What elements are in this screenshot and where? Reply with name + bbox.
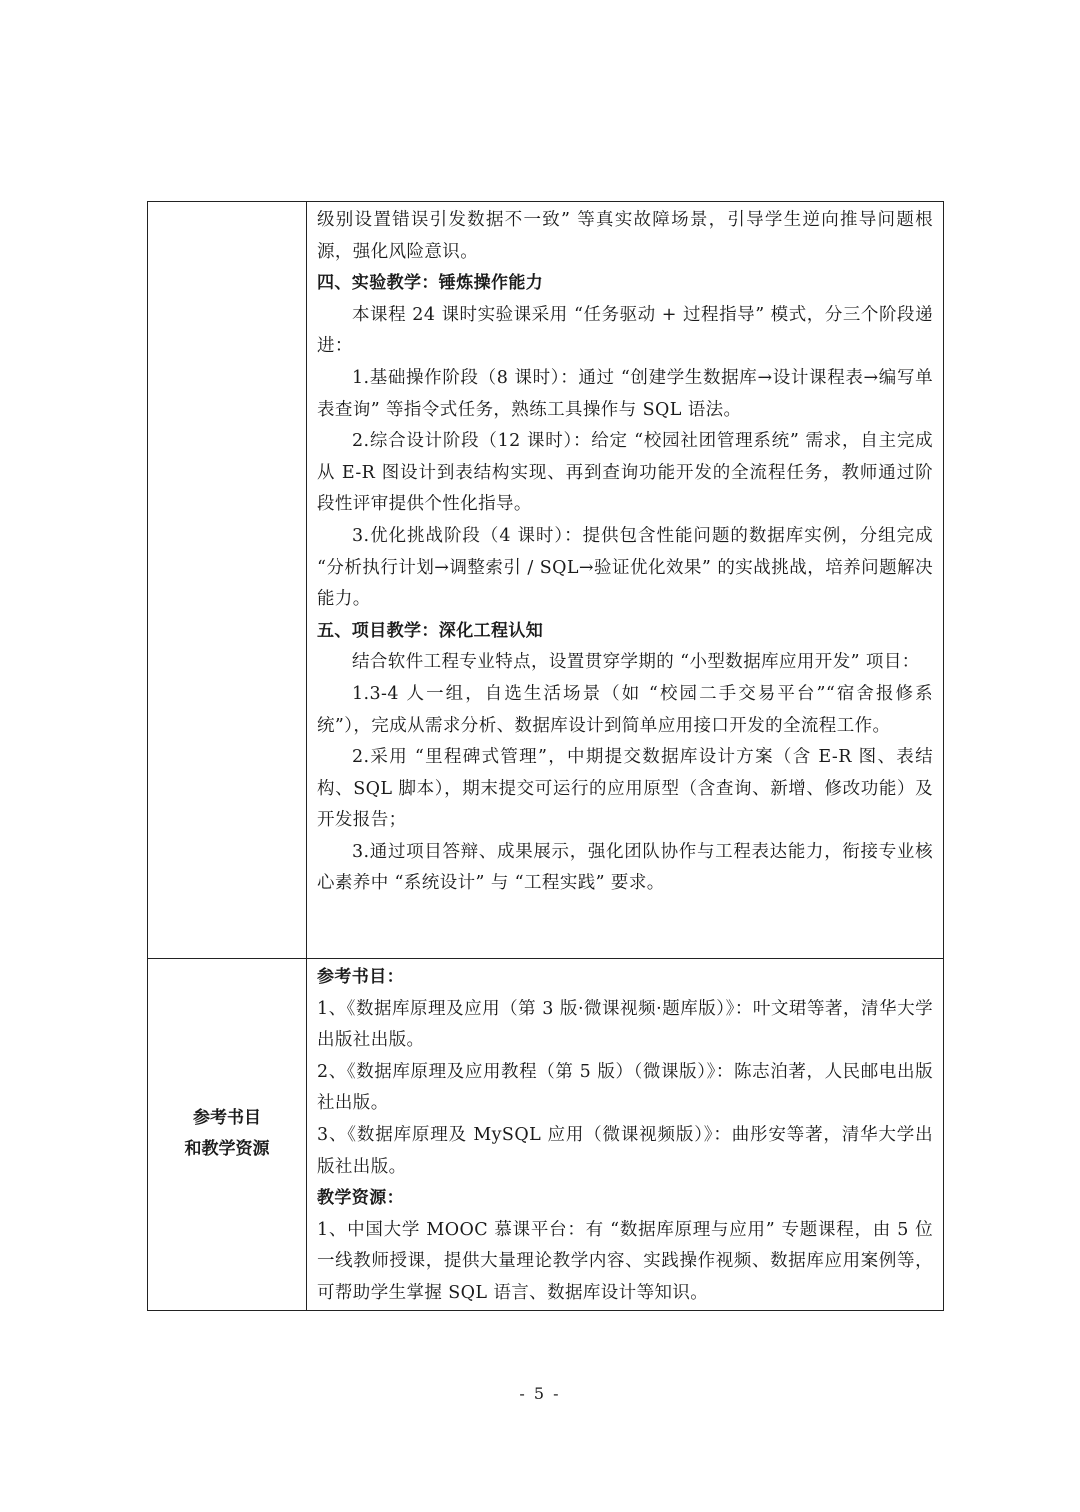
page-number: - 5 - bbox=[519, 1384, 561, 1403]
section-heading-project-teaching: 五、项目教学：深化工程认知 bbox=[317, 620, 544, 641]
paragraph-project-item-2: 2.采用 “里程碑式管理”，中期提交数据库设计方案（含 E-R 图、表结构、SQL 脚本），期末提交可运行的应用原型（含查询、新增、修改功能）及开发报告； bbox=[317, 747, 933, 831]
paragraph-project-intro: 结合软件工程专业特点，设置贯穿学期的 “小型数据库应用开发” 项目： bbox=[352, 652, 920, 673]
paragraph-lab-stage-3: 3.优化挑战阶段（4 课时）：提供包含性能问题的数据库实例，分组完成 “分析执行计划→调整索引 / SQL→验证优化效果” 的实战挑战，培养问题解决能力。 bbox=[317, 525, 933, 610]
row2-content-cell bbox=[307, 959, 944, 1311]
label-references-line2: 和教学资源 bbox=[184, 1139, 270, 1160]
row1-content bbox=[307, 202, 943, 900]
paragraph-lab-stage-2: 2.综合设计阶段（12 课时）：给定 “校园社团管理系统” 需求，自主完成从 E-R 图设计到表结构实现、再到查询功能开发的全流程任务，教师通过阶段性评审提供个性化指导。 bbox=[317, 431, 933, 515]
table-row-references bbox=[148, 959, 944, 1311]
row2-label-cell bbox=[148, 959, 307, 1311]
paragraph-project-item-3: 3.通过项目答辩、成果展示，强化团队协作与工程表达能力，衔接专业核心素养中 “系统设计” 与 “工程实践” 要求。 bbox=[317, 841, 933, 894]
section-heading-lab-teaching: 四、实验教学：锤炼操作能力 bbox=[317, 273, 544, 294]
label-references-line1: 参考书目 bbox=[193, 1108, 261, 1129]
row2-content bbox=[307, 959, 943, 1310]
paragraph-lab-stage-1: 1.基础操作阶段（8 课时）：通过 “创建学生数据库→设计课程表→编写单表查询” 等指令式任务，熟练工具操作与 SQL 语法。 bbox=[317, 367, 933, 420]
book-item-1: 1、《数据库原理及应用（第 3 版·微课视频·题库版）》：叶文珺等著，清华大学出版社出版。 bbox=[317, 998, 933, 1051]
resource-item-1: 1、中国大学 MOOC 慕课平台：有 “数据库原理与应用” 专题课程，由 5 位一线教师授课，提供大量理论教学内容、实践操作视频、数据库应用案例等，可帮助学生掌握 SQL 语言、数据库设计等知识。 bbox=[317, 1219, 933, 1303]
book-item-3: 3、《数据库原理及 MySQL 应用（微课视频版）》：曲彤安等著，清华大学出版社出版。 bbox=[317, 1124, 933, 1177]
section-heading-resources: 教学资源： bbox=[317, 1188, 404, 1209]
paragraph-project-item-1: 1.3-4 人一组，自选生活场景（如 “校园二手交易平台”“宿舍报修系统”），完成从需求分析、数据库设计到简单应用接口开发的全流程工作。 bbox=[317, 683, 933, 736]
document-table bbox=[147, 201, 944, 1311]
table-row-teaching-methods bbox=[148, 202, 944, 959]
paragraph-lab-intro: 本课程 24 课时实验课采用 “任务驱动 + 过程指导” 模式，分三个阶段递进： bbox=[317, 304, 933, 357]
row1-label-cell bbox=[148, 202, 307, 959]
book-item-2: 2、《数据库原理及应用教程（第 5 版）（微课版）》：陈志泊著，人民邮电出版社出版。 bbox=[317, 1061, 933, 1114]
paragraph-continuation: 级别设置错误引发数据不一致” 等真实故障场景，引导学生逆向推导问题根源，强化风险意识。 bbox=[317, 210, 933, 262]
section-heading-books: 参考书目： bbox=[317, 967, 404, 987]
row1-content-cell bbox=[307, 202, 944, 959]
